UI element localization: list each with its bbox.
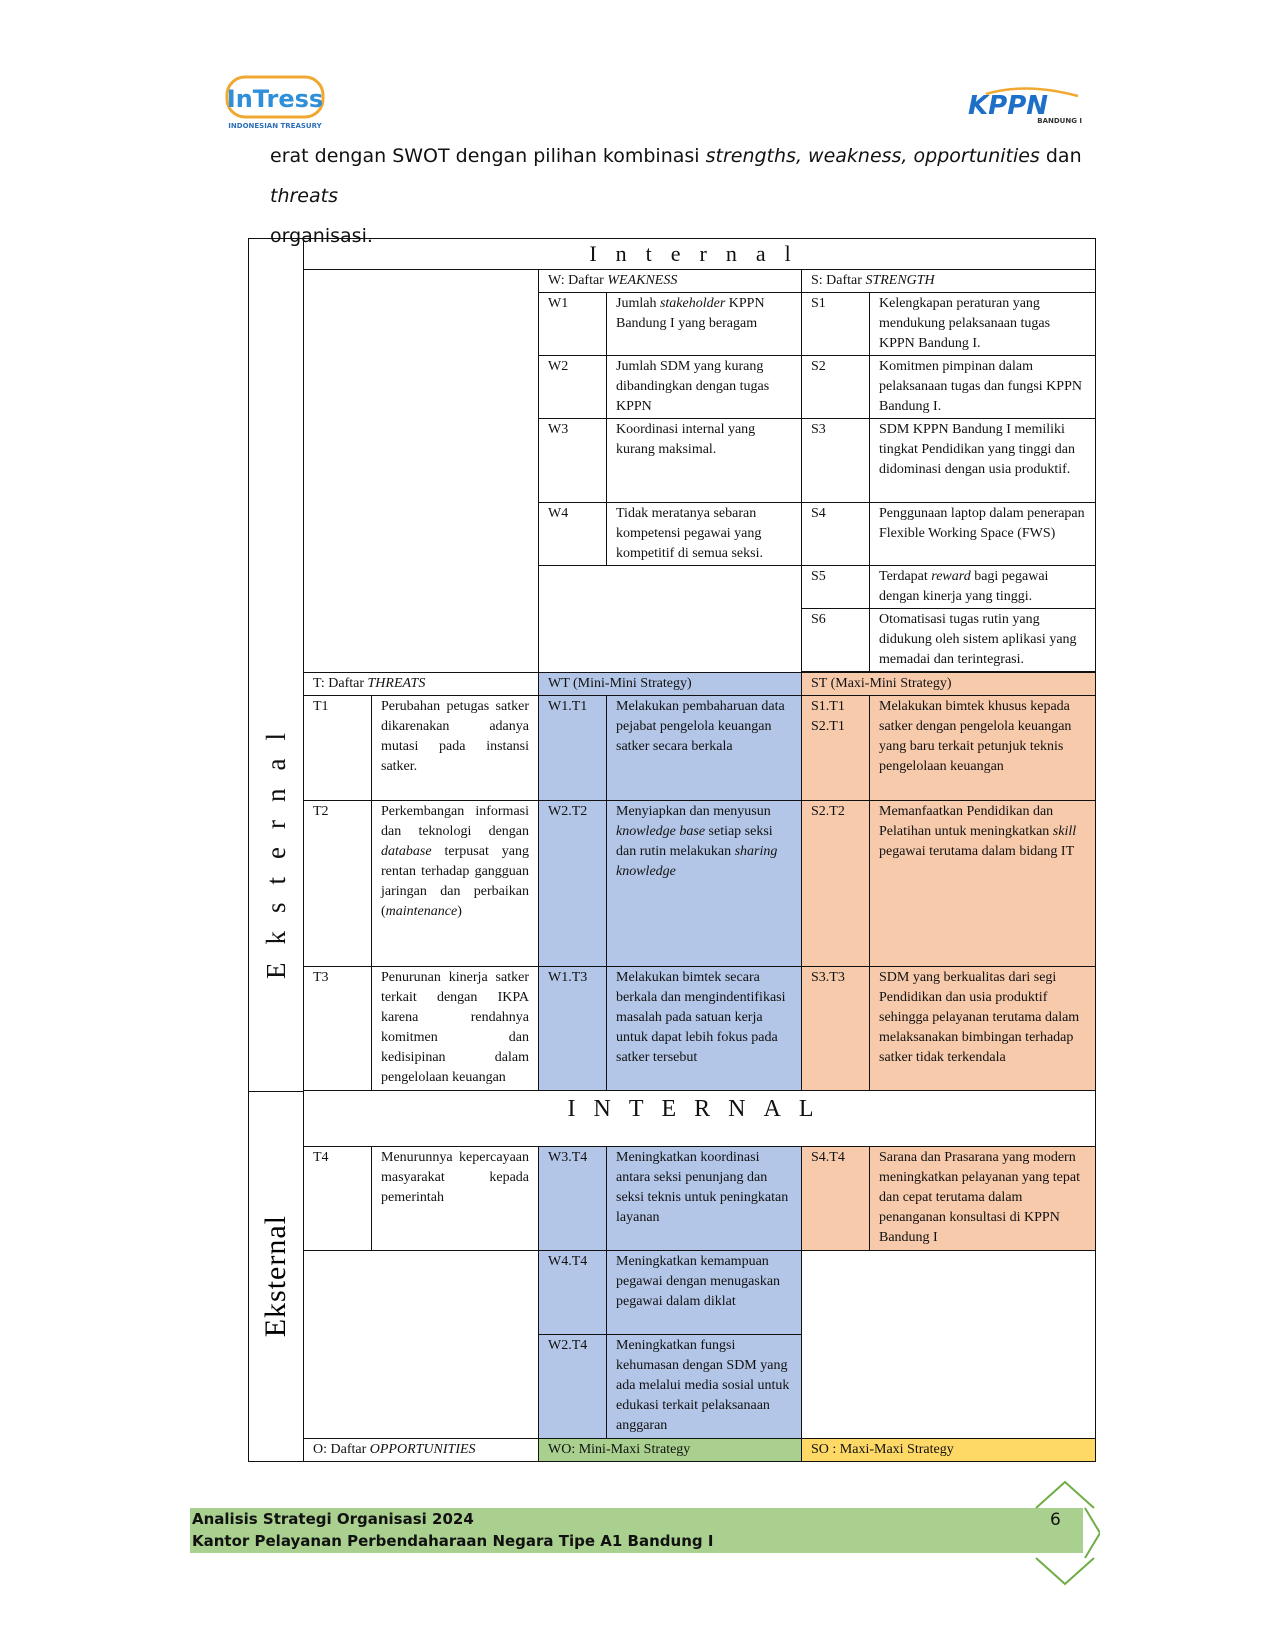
- threat-code: T4: [304, 1147, 372, 1251]
- footer-chevron-icon: [1030, 1478, 1100, 1588]
- svg-text:BANDUNG I: BANDUNG I: [1037, 117, 1082, 124]
- strength-text: Kelengkapan peraturan yang mendukung pelaksanaan tugas KPPN Bandung I.: [870, 293, 1096, 356]
- strength-code: S2: [802, 356, 870, 419]
- st-code: S4.T4: [802, 1147, 870, 1251]
- strength-text: Otomatisasi tugas rutin yang didukung oleh sistem aplikasi yang memadai dan terintegrasi.: [870, 609, 1096, 672]
- empty-st-cell: [802, 1251, 1096, 1439]
- svg-text:INDONESIAN TREASURY: INDONESIAN TREASURY: [228, 122, 322, 130]
- st-text: SDM yang berkualitas dari segi Pendidikan dan usia produktif sehingga pelayanan terutama dalam melaksanakan bimbingan terhadap satker tidak terkendala: [870, 967, 1096, 1091]
- weakness-code: W1: [539, 293, 607, 356]
- swot-matrix-table: [248, 238, 1096, 1462]
- wo-header: WO: Mini-Maxi Strategy: [539, 1439, 802, 1462]
- wt-code: W1.T1: [539, 696, 607, 801]
- weakness-code: W3: [539, 419, 607, 503]
- weakness-text: Jumlah stakeholder KPPN Bandung I yang beragam: [607, 293, 802, 356]
- wt-header: WT (Mini-Mini Strategy): [539, 673, 802, 696]
- wt-text: Meningkatkan kemampuan pegawai dengan menugaskan pegawai dalam diklat: [607, 1251, 802, 1335]
- opportunities-header: O: Daftar OPPORTUNITIES: [304, 1439, 539, 1462]
- svg-text:KPPN: KPPN: [968, 91, 1049, 121]
- wt-code: W4.T4: [539, 1251, 607, 1335]
- strength-text: SDM KPPN Bandung I memiliki tingkat Pendidikan yang tinggi dan didominasi dengan usia produktif.: [870, 419, 1096, 503]
- weakness-code: W4: [539, 503, 607, 566]
- intress-logo: [225, 75, 325, 131]
- st-header: ST (Maxi-Mini Strategy): [802, 673, 1096, 696]
- weakness-text: Tidak meratanya sebaran kompetensi pegawai yang kompetitif di semua seksi.: [607, 503, 802, 566]
- empty-weakness-cell: [539, 566, 802, 673]
- wt-code: W3.T4: [539, 1147, 607, 1251]
- strength-code: S3: [802, 419, 870, 503]
- strength-code: S5: [802, 566, 870, 609]
- footer-office: Kantor Pelayanan Perbendaharaan Negara Tipe A1 Bandung I: [192, 1532, 714, 1550]
- wt-text: Menyiapkan dan menyusun knowledge base setiap seksi dan rutin melakukan sharing knowledge: [607, 801, 802, 967]
- so-header: SO : Maxi-Maxi Strategy: [802, 1439, 1096, 1462]
- weakness-text: Jumlah SDM yang kurang dibandingkan dengan tugas KPPN: [607, 356, 802, 419]
- wt-code: W1.T3: [539, 967, 607, 1091]
- threat-text: Menurunnya kepercayaan masyarakat kepada pemerintah: [372, 1147, 539, 1251]
- strength-code: S4: [802, 503, 870, 566]
- wt-text: Meningkatkan fungsi kehumasan dengan SDM yang ada melalui media sosial untuk edukasi terkait pelaksanaan anggaran: [607, 1335, 802, 1439]
- eksternal-label-2: Eksternal: [249, 1091, 303, 1461]
- st-code: S1.T1 S2.T1: [802, 696, 870, 801]
- strength-code: S1: [802, 293, 870, 356]
- intro-paragraph: erat dengan SWOT dengan pilihan kombinasi strengths, weakness, opportunities dan threats organisasi.: [270, 145, 1082, 247]
- threat-text: Penurunan kinerja satker terkait dengan IKPA karena rendahnya komitmen dan kedisipinan dalam pengelolaan keuangan: [372, 967, 539, 1091]
- page-number: 6: [1050, 1510, 1061, 1530]
- st-code: S3.T3: [802, 967, 870, 1091]
- internal-header-2: INTERNAL: [304, 1091, 1096, 1147]
- threat-code: T1: [304, 696, 372, 801]
- st-text: Melakukan bimtek khusus kepada satker dengan pengelola keuangan yang baru terkait petunjuk teknis pengelolaan keuangan: [870, 696, 1096, 801]
- wt-text: Melakukan pembaharuan data pejabat pengelola keuangan satker secara berkala: [607, 696, 802, 801]
- weakness-header: W: Daftar WEAKNESS: [539, 270, 802, 293]
- eksternal-label: Eksternal: [249, 239, 304, 1462]
- strength-text: Komitmen pimpinan dalam pelaksanaan tugas dan fungsi KPPN Bandung I.: [870, 356, 1096, 419]
- wt-text: Melakukan bimtek secara berkala dan mengindentifikasi masalah pada satuan kerja untuk dapat lebih fokus pada satker tersebut: [607, 967, 802, 1091]
- strength-header: S: Daftar STRENGTH: [802, 270, 1096, 293]
- st-text: Sarana dan Prasarana yang modern meningkatkan pelayanan yang tepat dan cepat terutama dalam penanganan konsultasi di KPPN Bandung I: [870, 1147, 1096, 1251]
- threat-code: T2: [304, 801, 372, 967]
- st-code: S2.T2: [802, 801, 870, 967]
- strength-text: Terdapat reward bagi pegawai dengan kinerja yang tinggi.: [870, 566, 1096, 609]
- strength-text: Penggunaan laptop dalam penerapan Flexible Working Space (FWS): [870, 503, 1096, 566]
- wt-code: W2.T4: [539, 1335, 607, 1439]
- threat-text: Perkembangan informasi dan teknologi dengan database terpusat yang rentan terhadap gangguan jaringan dan perbaikan (maintenance): [372, 801, 539, 967]
- threat-text: Perubahan petugas satker dikarenakan adanya mutasi pada instansi satker.: [372, 696, 539, 801]
- threat-code: T3: [304, 967, 372, 1091]
- strength-code: S6: [802, 609, 870, 672]
- weakness-text: Koordinasi internal yang kurang maksimal.: [607, 419, 802, 503]
- svg-text:InTress: InTress: [226, 85, 324, 113]
- internal-header: Internal: [304, 239, 1096, 270]
- empty-corner: [304, 270, 539, 673]
- weakness-code: W2: [539, 356, 607, 419]
- footer-title: Analisis Strategi Organisasi 2024: [192, 1510, 474, 1528]
- threats-header: T: Daftar THREATS: [304, 673, 539, 696]
- empty-threat-cell: [304, 1251, 539, 1439]
- wt-text: Meningkatkan koordinasi antara seksi penunjang dan seksi teknis untuk peningkatan layanan: [607, 1147, 802, 1251]
- wt-code: W2.T2: [539, 801, 607, 967]
- kppn-logo: [966, 86, 1084, 124]
- st-text: Memanfaatkan Pendidikan dan Pelatihan untuk meningkatkan skill pegawai terutama dalam bidang IT: [870, 801, 1096, 967]
